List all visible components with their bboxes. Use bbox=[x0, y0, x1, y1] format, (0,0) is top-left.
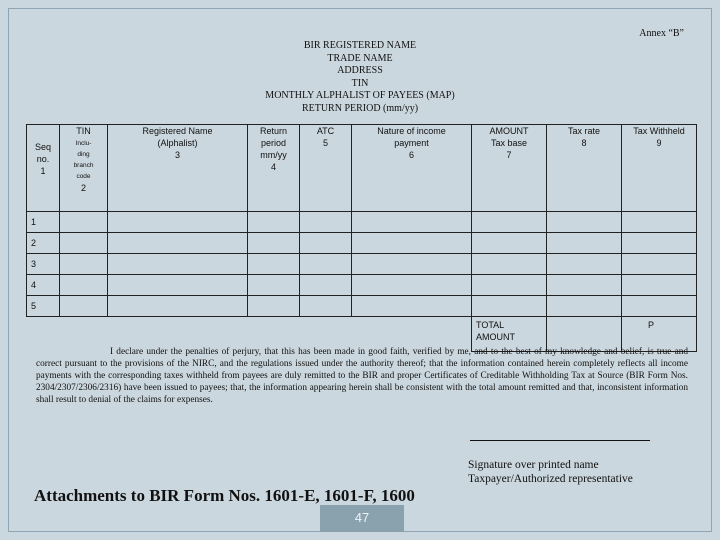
table-row bbox=[27, 254, 697, 275]
col-tin: TIN Inclu- ding branch code 2 bbox=[60, 125, 108, 212]
total-amount-label: TOTAL AMOUNT bbox=[472, 317, 547, 352]
table-row bbox=[27, 233, 697, 254]
header-line: TIN bbox=[351, 77, 369, 89]
page-number: 47 bbox=[320, 505, 404, 532]
col-tax-rate: Tax rate 8 bbox=[547, 125, 622, 212]
annex-label: Annex “B” bbox=[639, 28, 684, 39]
header-line: MONTHLY ALPHALIST OF PAYEES (MAP) bbox=[265, 90, 455, 101]
total-currency: P bbox=[622, 317, 697, 352]
header-line: BIR REGISTERED NAME bbox=[303, 40, 417, 51]
form-header bbox=[240, 40, 480, 115]
col-seq: Seq no. 1 bbox=[27, 125, 60, 212]
header-line: ADDRESS bbox=[337, 65, 383, 76]
header-line: TRADE NAME bbox=[327, 52, 393, 64]
col-return-period: Return period mm/yy 4 bbox=[248, 125, 300, 212]
table-row bbox=[27, 275, 697, 296]
table-row bbox=[27, 296, 697, 317]
alphalist-table bbox=[26, 124, 697, 352]
row-number: 3 bbox=[27, 254, 60, 275]
col-tax-withheld: Tax Withheld 9 bbox=[622, 125, 697, 212]
col-nature-of-income: Nature of income payment 6 bbox=[352, 125, 472, 212]
col-atc: ATC 5 bbox=[300, 125, 352, 212]
row-number: 4 bbox=[27, 275, 60, 296]
row-number: 1 bbox=[27, 212, 60, 233]
col-registered-name: Registered Name (Alphalist) 3 bbox=[108, 125, 248, 212]
signature-line bbox=[470, 432, 650, 441]
attachments-title: Attachments to BIR Form Nos. 1601-E, 1601-F, 1600 bbox=[34, 486, 415, 505]
table-row bbox=[27, 212, 697, 233]
table-header-row bbox=[27, 125, 697, 212]
row-number: 5 bbox=[27, 296, 60, 317]
row-number: 2 bbox=[27, 233, 60, 254]
col-amount: AMOUNT Tax base 7 bbox=[472, 125, 547, 212]
header-line: RETURN PERIOD (mm/yy) bbox=[301, 102, 419, 114]
declaration-text: I declare under the penalties of perjury, that this has been made in good faith, verified by me, and to the best of my knowledge and belief, is true and correct pursuant to the provisions of the NIRC, and the regulations issued under the authority thereof; that the information contained herein completely reflects all income payments with the corresponding taxes withheld from payees are duly remitted to the BIR and proper Certificates of Creditable Withholding Tax at Source (BIR Form Nos. 2304/2307/2306/2316) have been issued to payees; that, the information appearing herein shall be consistent with the total amount remitted and that, inconsistent information shall result to denial of the claims for expenses. bbox=[36, 347, 688, 405]
signature-caption: Signature over printed name Taxpayer/Authorized representative bbox=[468, 459, 633, 485]
